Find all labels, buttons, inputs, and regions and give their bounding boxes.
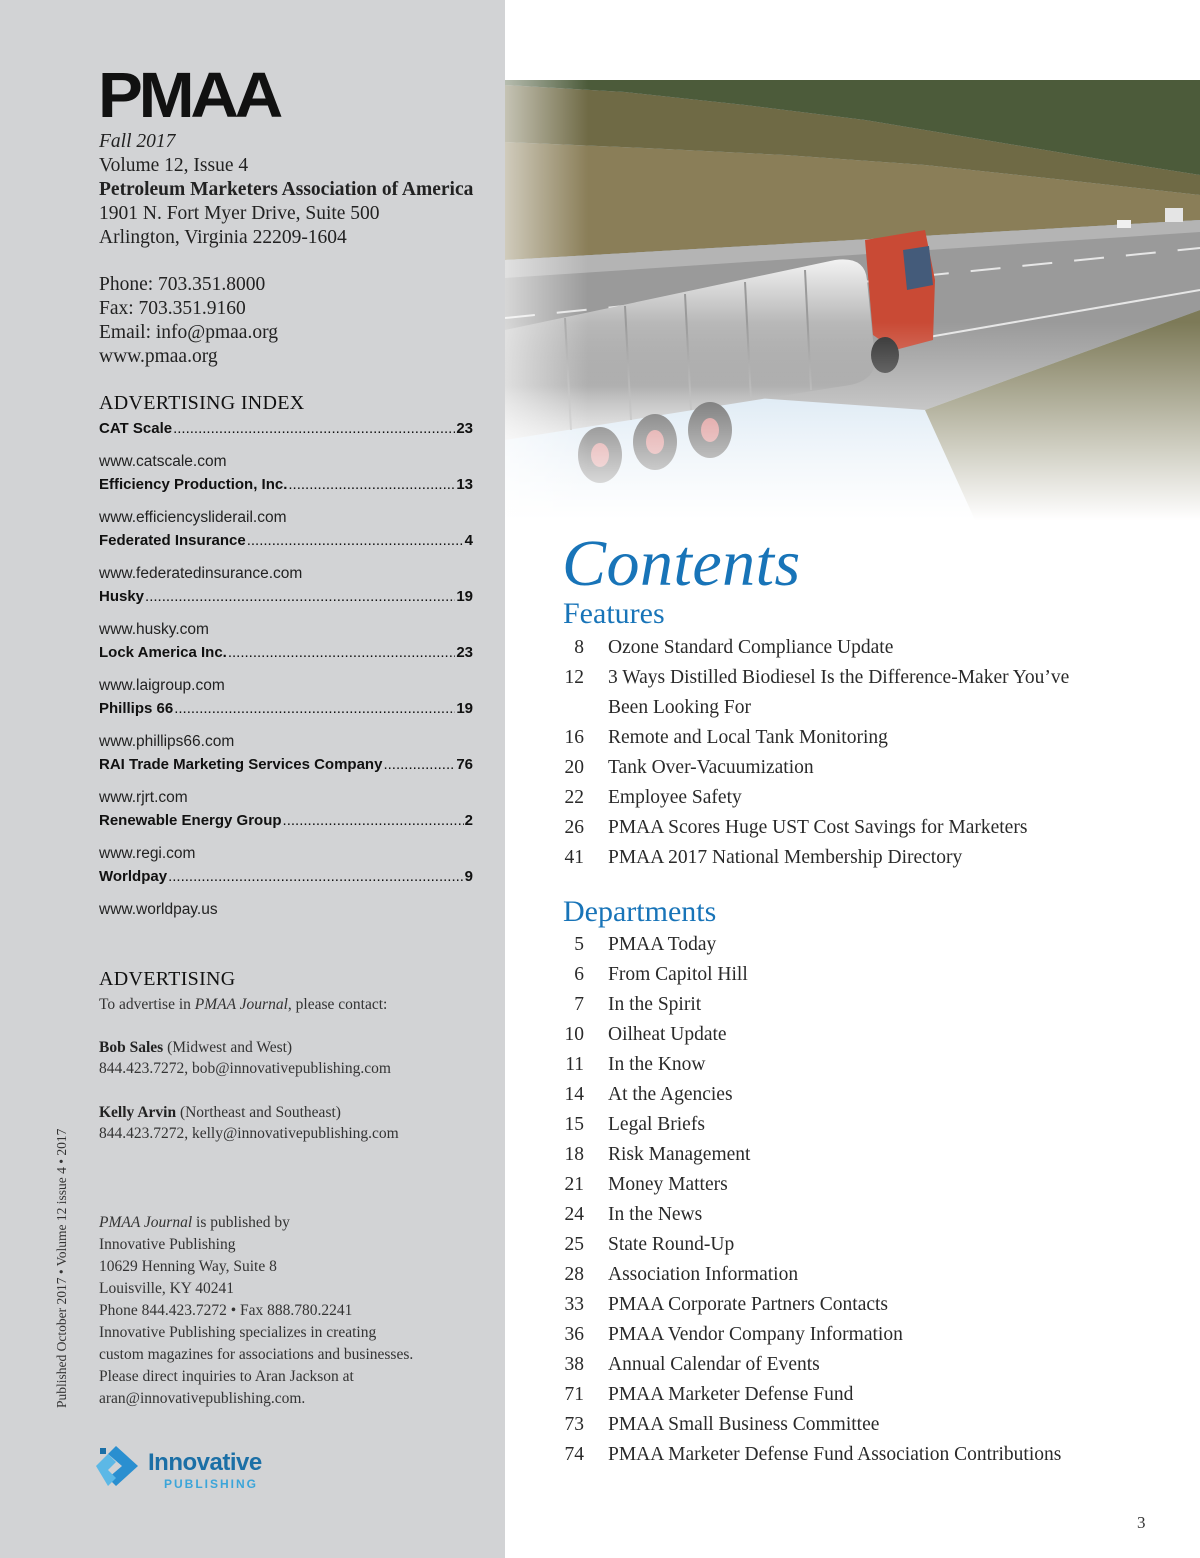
- advertiser-page: 23: [456, 644, 473, 661]
- publisher-address-2: Louisville, KY 40241: [99, 1280, 235, 1297]
- toc-title: PMAA Small Business Committee: [608, 1414, 880, 1435]
- publication-note: Published October 2017 • Volume 12 issue 4 • 2017: [54, 1128, 69, 1408]
- toc-item[interactable]: [560, 1440, 1120, 1470]
- rep-contact[interactable]: 844.423.7272, kelly@innovativepublishing.com: [99, 1125, 399, 1142]
- toc-title: Annual Calendar of Events: [608, 1354, 820, 1375]
- publisher-address-1: 10629 Henning Way, Suite 8: [99, 1258, 277, 1275]
- advertiser-name: Phillips 66: [99, 700, 174, 717]
- sales-rep-bob: [99, 1037, 391, 1079]
- toc-title: Money Matters: [608, 1174, 728, 1195]
- toc-page-number: 38: [564, 1354, 584, 1375]
- toc-title: From Capitol Hill: [608, 964, 748, 985]
- toc-title: PMAA Marketer Defense Fund: [608, 1384, 854, 1405]
- toc-item[interactable]: [560, 1290, 1120, 1320]
- leader-dots: [174, 700, 455, 717]
- toc-page-number: 14: [564, 1084, 584, 1105]
- toc-item[interactable]: [560, 843, 1120, 873]
- email-link[interactable]: Email: info@pmaa.org: [99, 322, 278, 343]
- toc-page-number: 28: [564, 1264, 584, 1285]
- advertiser-entry[interactable]: [99, 644, 473, 672]
- advertiser-name: RAI Trade Marketing Services Company: [99, 756, 383, 773]
- advertiser-page: 19: [456, 588, 473, 605]
- toc-item[interactable]: [560, 723, 1120, 753]
- toc-page-number: 8: [574, 637, 584, 658]
- toc-page-number: 15: [564, 1114, 584, 1135]
- toc-title: Employee Safety: [608, 787, 742, 808]
- advertiser-url-link[interactable]: www.laigroup.com: [99, 677, 225, 694]
- address-line-1: 1901 N. Fort Myer Drive, Suite 500: [99, 203, 380, 224]
- advertiser-url-link[interactable]: www.federatedinsurance.com: [99, 565, 303, 582]
- toc-item[interactable]: [560, 960, 1120, 990]
- leader-dots: [383, 756, 455, 773]
- toc-page-number: 5: [574, 934, 584, 955]
- publishing-logo-text: PUBLISHING: [164, 1477, 259, 1491]
- toc-title: In the News: [608, 1204, 703, 1225]
- advertiser-url-link[interactable]: www.regi.com: [99, 845, 196, 862]
- toc-page-number: 7: [574, 994, 584, 1015]
- toc-item[interactable]: [560, 1230, 1120, 1260]
- advertising-intro: To advertise in PMAA Journal, please contact:: [99, 996, 388, 1013]
- publisher-info: PMAA Journal is published by Innovative Publishing 10629 Henning Way, Suite 8 Louisville, KY 40241 Phone 844.423.7272 • Fax 888.780.2241 Innovative Publishing specializes in creating custom magazines for associations and businesses. Please direct inquiries to Aran Jackson at aran@innovativepublishing.com.: [99, 1212, 459, 1410]
- contents-title: Contents: [562, 527, 801, 600]
- advertiser-url-link[interactable]: www.rjrt.com: [99, 789, 188, 806]
- advertiser-page: 23: [456, 420, 473, 437]
- toc-page-number: 73: [564, 1414, 584, 1435]
- toc-title: PMAA Today: [608, 934, 717, 955]
- features-heading: Features: [563, 597, 665, 630]
- toc-item[interactable]: [560, 930, 1120, 960]
- publisher-phone-fax: Phone 844.423.7272 • Fax 888.780.2241: [99, 1302, 353, 1319]
- leader-dots: [168, 868, 464, 885]
- toc-title: Risk Management: [608, 1144, 751, 1165]
- toc-item[interactable]: [560, 1050, 1120, 1080]
- toc-title: PMAA Corporate Partners Contacts: [608, 1294, 889, 1315]
- innovative-logo-text: Innovative: [148, 1449, 262, 1476]
- advertiser-page: 2: [464, 812, 473, 829]
- toc-page-number: 71: [564, 1384, 584, 1405]
- toc-item[interactable]: [560, 1410, 1120, 1440]
- sales-rep-kelly: [99, 1102, 399, 1144]
- advertiser-url-link[interactable]: www.husky.com: [99, 621, 209, 638]
- toc-page-number: 26: [564, 817, 584, 838]
- leader-dots: [288, 476, 455, 493]
- toc-title: Ozone Standard Compliance Update: [608, 637, 894, 658]
- advertiser-name: Lock America Inc.: [99, 644, 227, 661]
- toc-page-number: 12: [564, 667, 584, 688]
- website-link[interactable]: www.pmaa.org: [99, 346, 218, 367]
- toc-title: In the Know: [608, 1054, 706, 1075]
- features-list: [560, 633, 1120, 873]
- toc-title: State Round-Up: [608, 1234, 735, 1255]
- phone: Phone: 703.351.8000: [99, 274, 266, 295]
- toc-title: Legal Briefs: [608, 1114, 705, 1135]
- masthead: [99, 130, 473, 250]
- issue-season: Fall 2017: [99, 131, 176, 152]
- toc-item[interactable]: [560, 813, 1120, 843]
- departments-list: [560, 930, 1120, 1470]
- toc-title: PMAA Scores Huge UST Cost Savings for Marketers: [608, 817, 1028, 838]
- rep-region: (Midwest and West): [163, 1039, 293, 1056]
- toc-title: 3 Ways Distilled Biodiesel Is the Difference-Maker You’ve Been Looking For: [608, 667, 1070, 718]
- tanker-truck-photo: [505, 80, 1200, 520]
- leader-dots: [228, 644, 455, 661]
- toc-title: At the Agencies: [608, 1084, 733, 1105]
- advertiser-page: 13: [456, 476, 473, 493]
- advertiser-name: Efficiency Production, Inc.: [99, 476, 288, 493]
- advertising-heading: ADVERTISING: [99, 968, 236, 990]
- advertiser-page: 76: [456, 756, 473, 773]
- toc-page-number: 18: [564, 1144, 584, 1165]
- toc-title: Remote and Local Tank Monitoring: [608, 727, 888, 748]
- advertiser-name: CAT Scale: [99, 420, 173, 437]
- toc-item[interactable]: [560, 1080, 1120, 1110]
- publisher-desc: Please direct inquiries to Aran Jackson at: [99, 1368, 354, 1385]
- fax: Fax: 703.351.9160: [99, 298, 246, 319]
- toc-item[interactable]: [560, 1350, 1120, 1380]
- advertiser-entry[interactable]: [99, 700, 473, 728]
- pmaa-logo: PMAA: [98, 59, 280, 131]
- sidebar: [0, 0, 505, 1558]
- advertiser-url-link[interactable]: www.phillips66.com: [99, 733, 235, 750]
- rep-region: (Northeast and Southeast): [176, 1104, 341, 1121]
- publisher-email-link[interactable]: aran@innovativepublishing.com.: [99, 1390, 306, 1407]
- toc-title: PMAA 2017 National Membership Directory: [608, 847, 963, 868]
- advertising-index-heading: ADVERTISING INDEX: [99, 392, 305, 414]
- leader-dots: [145, 588, 455, 605]
- toc-item[interactable]: [560, 753, 1120, 783]
- journal-name: PMAA Journal: [194, 996, 288, 1013]
- advertiser-name: Husky: [99, 588, 145, 605]
- advertiser-page: 9: [464, 868, 473, 885]
- toc-page-number: 11: [565, 1054, 584, 1075]
- leader-dots: [247, 532, 464, 549]
- toc-item[interactable]: [560, 1140, 1120, 1170]
- toc-item[interactable]: [560, 783, 1120, 813]
- toc-title: Tank Over-Vacuumization: [608, 757, 814, 778]
- address-line-2: Arlington, Virginia 22209-1604: [99, 227, 347, 248]
- toc-item[interactable]: [560, 663, 1120, 723]
- advertiser-name: Federated Insurance: [99, 532, 246, 549]
- advertiser-url-link[interactable]: www.worldpay.us: [99, 901, 218, 918]
- toc-item[interactable]: [560, 1200, 1120, 1230]
- toc-item[interactable]: [560, 1020, 1120, 1050]
- rep-contact[interactable]: 844.423.7272, bob@innovativepublishing.com: [99, 1060, 391, 1077]
- leader-dots: [283, 812, 464, 829]
- toc-page-number: 21: [564, 1174, 584, 1195]
- advertiser-url-link[interactable]: www.catscale.com: [99, 453, 227, 470]
- toc-page-number: 16: [564, 727, 584, 748]
- toc-page-number: 33: [564, 1294, 584, 1315]
- toc-page-number: 74: [564, 1444, 584, 1465]
- advertiser-page: 4: [464, 532, 473, 549]
- contact-info: [99, 273, 278, 369]
- toc-page-number: 41: [564, 847, 584, 868]
- publisher-name: Innovative Publishing: [99, 1236, 236, 1253]
- toc-item[interactable]: [560, 1380, 1120, 1410]
- rep-name: Kelly Arvin: [99, 1104, 177, 1121]
- publisher-desc: custom magazines for associations and businesses.: [99, 1346, 414, 1363]
- toc-item[interactable]: [560, 633, 1120, 663]
- page-number: 3: [1137, 1513, 1146, 1532]
- toc-item[interactable]: [560, 1110, 1120, 1140]
- advertiser-entry[interactable]: [99, 420, 473, 448]
- toc-item[interactable]: [560, 1170, 1120, 1200]
- journal-name: PMAA Journal: [99, 1214, 193, 1231]
- advertiser-entry[interactable]: [99, 868, 473, 896]
- toc-page-number: 36: [564, 1324, 584, 1345]
- advertiser-entry[interactable]: [99, 812, 473, 840]
- advertiser-url-link[interactable]: www.efficiencysliderail.com: [99, 509, 287, 526]
- advertiser-entry[interactable]: [99, 756, 473, 784]
- advertiser-name: Renewable Energy Group: [99, 812, 282, 829]
- toc-page-number: 25: [564, 1234, 584, 1255]
- publisher-desc: Innovative Publishing specializes in creating: [99, 1324, 377, 1341]
- toc-title: PMAA Vendor Company Information: [608, 1324, 903, 1345]
- toc-title: PMAA Marketer Defense Fund Association Contributions: [608, 1444, 1062, 1465]
- toc-title: Association Information: [608, 1264, 799, 1285]
- departments-heading: Departments: [563, 895, 717, 928]
- leader-dots: [173, 420, 455, 437]
- toc-page-number: 22: [564, 787, 584, 808]
- advertiser-entry[interactable]: [99, 476, 473, 504]
- toc-page-number: 10: [564, 1024, 584, 1045]
- rep-name: Bob Sales: [99, 1039, 164, 1056]
- toc-title: In the Spirit: [608, 994, 702, 1015]
- toc-page-number: 24: [564, 1204, 584, 1225]
- advertiser-page: 19: [456, 700, 473, 717]
- toc-title: Oilheat Update: [608, 1024, 727, 1045]
- advertiser-entry[interactable]: [99, 532, 473, 560]
- toc-item[interactable]: [560, 990, 1120, 1020]
- issue-volume: Volume 12, Issue 4: [99, 155, 249, 176]
- advertising-index-list: [99, 420, 473, 924]
- advertiser-name: Worldpay: [99, 868, 168, 885]
- organization-name: Petroleum Marketers Association of America: [99, 179, 474, 200]
- toc-item[interactable]: [560, 1320, 1120, 1350]
- advertiser-entry[interactable]: [99, 588, 473, 616]
- toc-item[interactable]: [560, 1260, 1120, 1290]
- toc-page-number: 6: [574, 964, 584, 985]
- toc-page-number: 20: [564, 757, 584, 778]
